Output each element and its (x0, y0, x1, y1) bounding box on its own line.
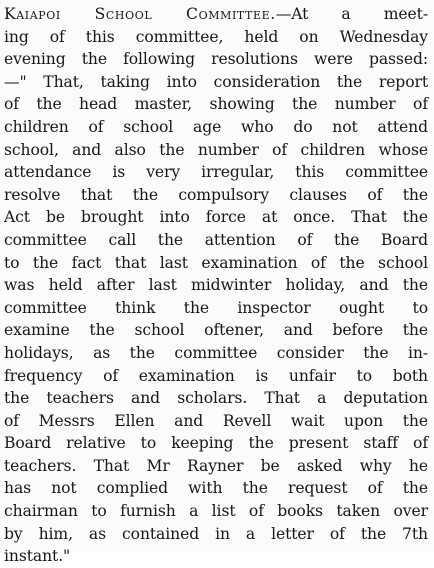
article-line: has not complied with the request of the (4, 479, 428, 498)
article-line: by him, as contained in a letter of the 7th (4, 524, 428, 543)
article-line: children of school age who do not attend (4, 117, 428, 136)
article-line: Board relative to keeping the present staff of (4, 434, 428, 453)
article-line: was held after last midwinter holiday, and the (4, 276, 428, 295)
article-line: instant." (4, 547, 71, 566)
article-body (4, 3, 428, 568)
article-line: evening the following resolutions were passed: (4, 50, 428, 69)
article-line: chairman to furnish a list of books taken over (4, 502, 428, 521)
article-line: ing of this committee, held on Wednesday (4, 27, 428, 46)
article-line: attendance is very irregular, this committee (4, 163, 428, 182)
article-line: the teachers and scholars. That a deputation (4, 389, 428, 408)
article-line (4, 3, 428, 26)
article-line-text: —At a meet- (275, 5, 428, 23)
article-line: committee think the inspector ought to (4, 298, 428, 317)
article-line: holidays, as the committee consider the in- (4, 343, 428, 362)
article-line: Act be brought into force at once. That the (4, 208, 428, 227)
article-line: examine the school oftener, and before the (4, 321, 428, 340)
article-line: —" That, taking into consideration the report (4, 72, 428, 91)
article-line: resolve that the compulsory clauses of the (4, 185, 428, 204)
article-line: of Messrs Ellen and Revell wait upon the (4, 411, 428, 430)
article-line: teachers. That Mr Rayner be asked why he (4, 456, 428, 475)
article-line: to the fact that last examination of the school (4, 253, 428, 272)
article-line: of the head master, showing the number of (4, 95, 428, 114)
article-heading: Kaiapoi School Committee. (4, 5, 276, 23)
article-line: committee call the attention of the Board (4, 230, 428, 249)
article-line: frequency of examination is unfair to both (4, 366, 428, 385)
article-line: school, and also the number of children whose (4, 140, 428, 159)
